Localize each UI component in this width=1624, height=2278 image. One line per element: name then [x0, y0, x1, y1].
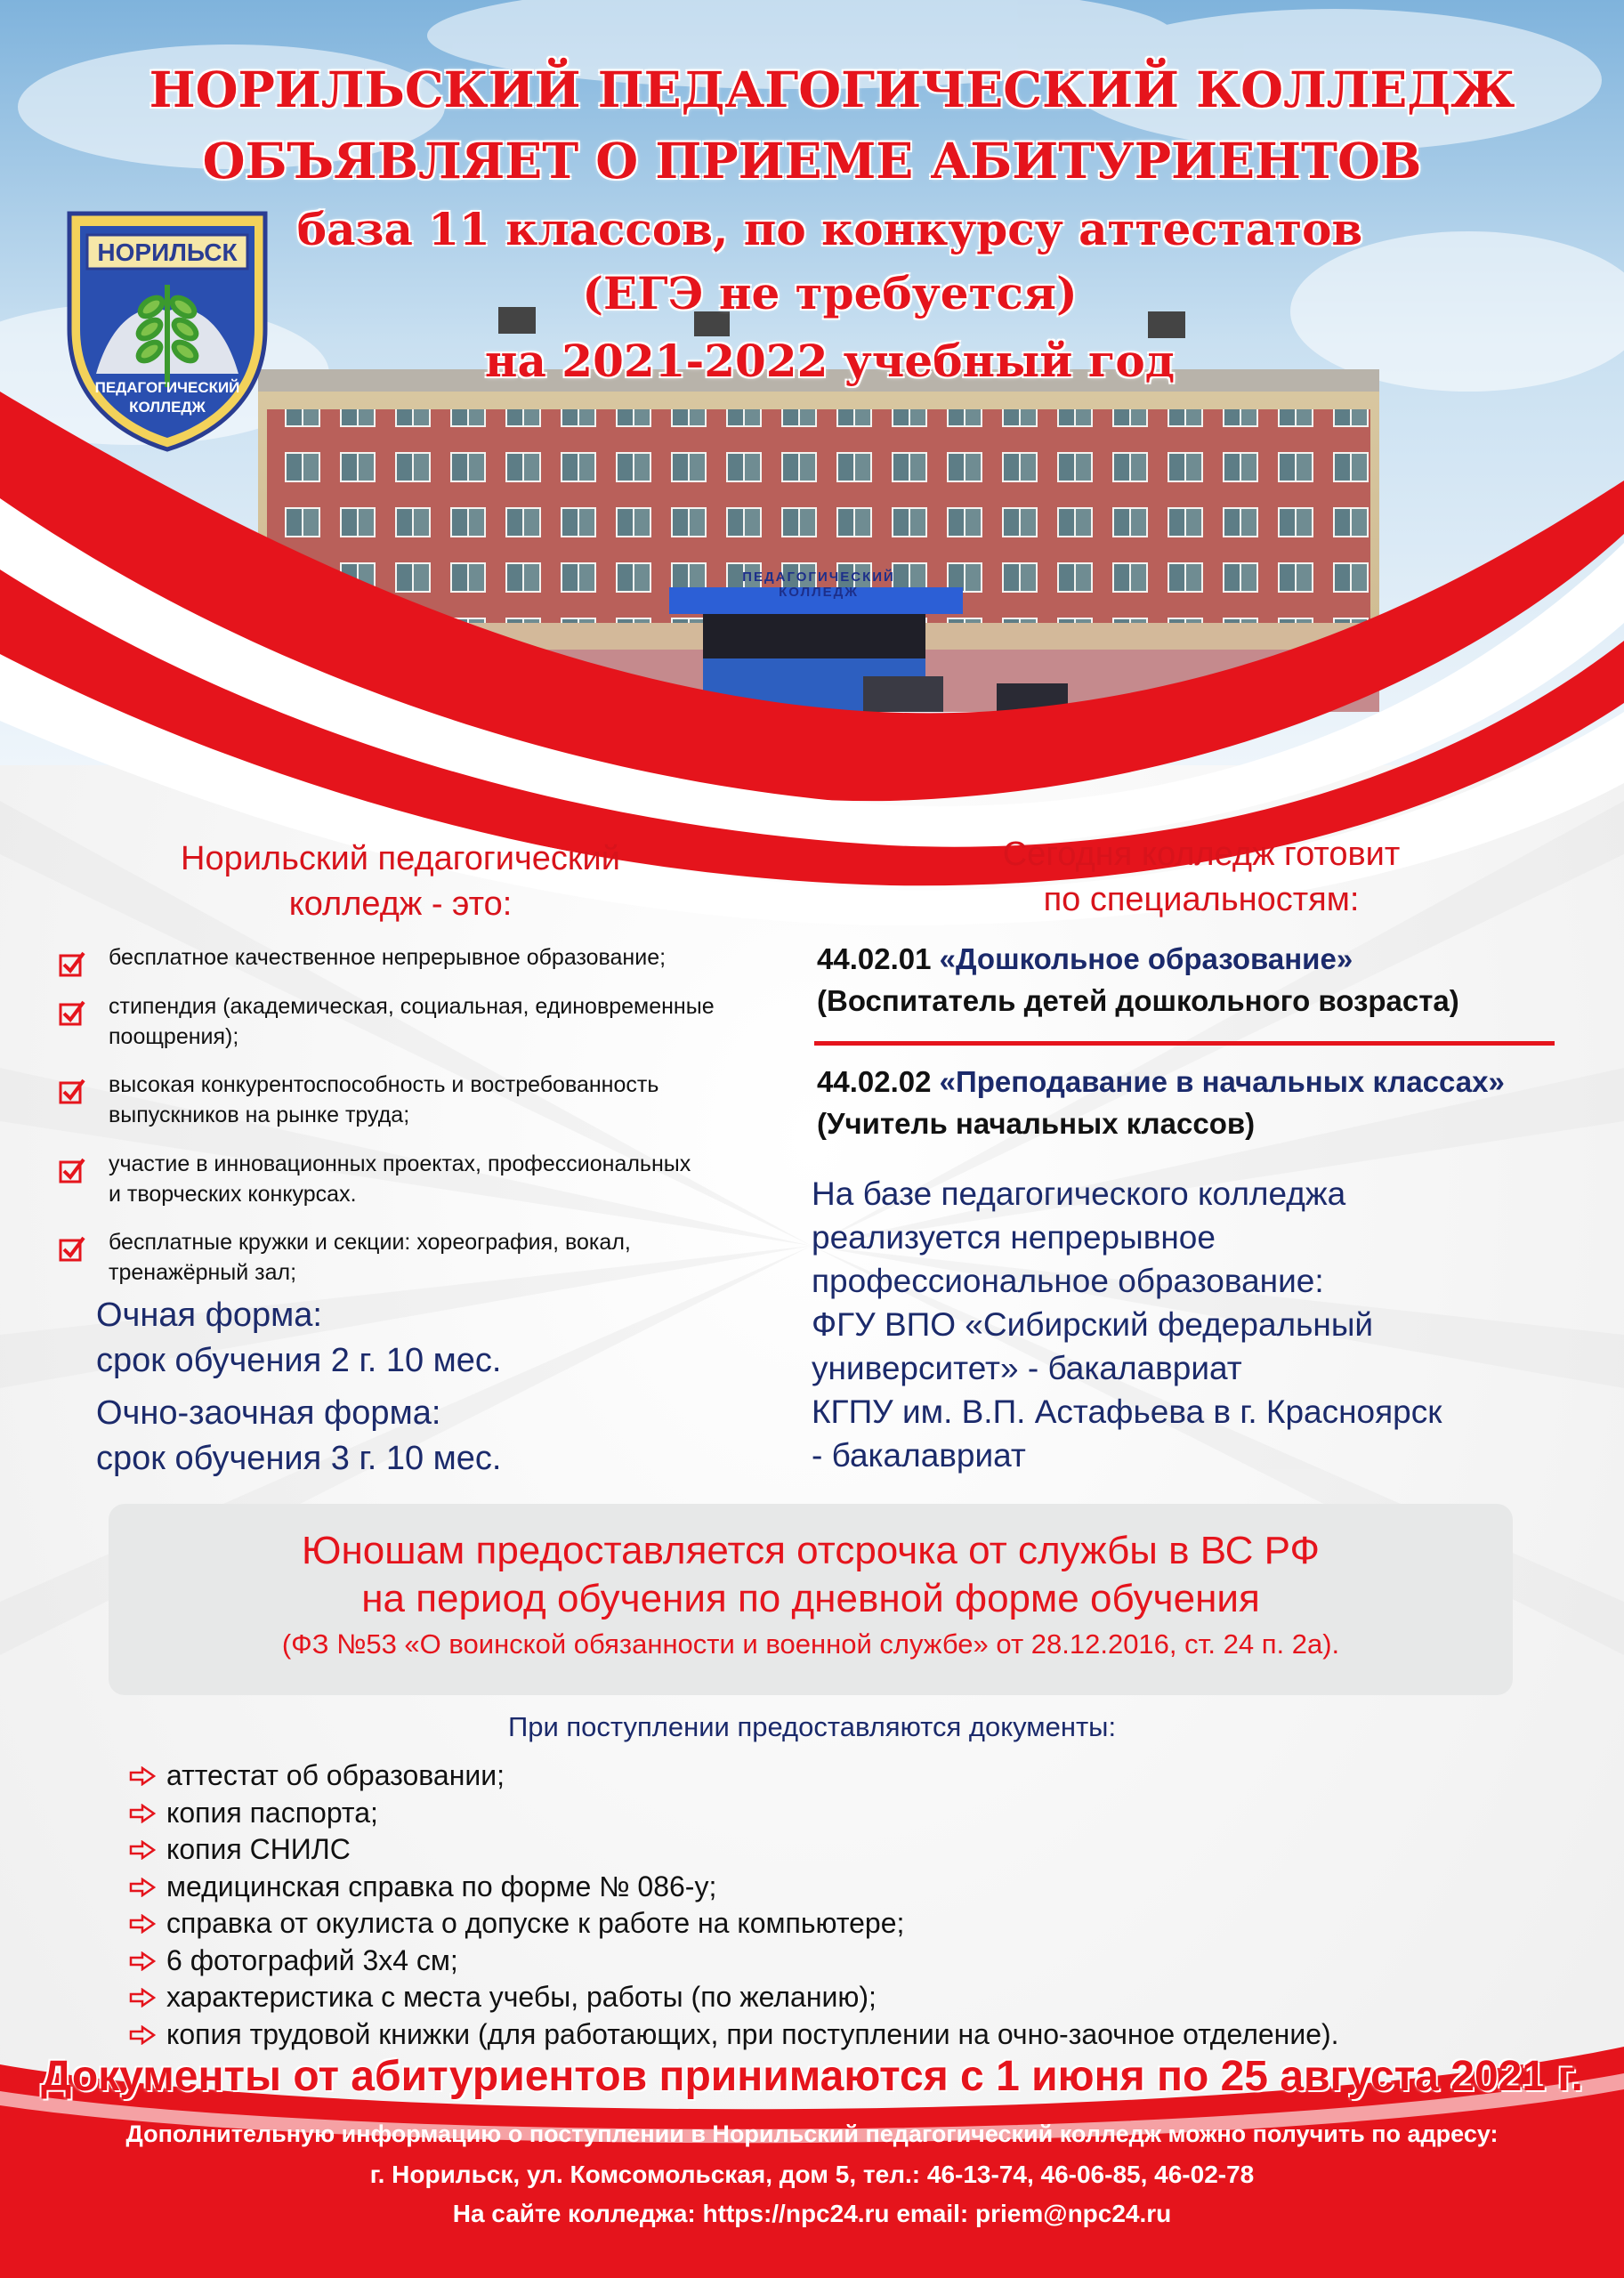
benefit-text-line1: стипендия (академическая, социальная, единовременные — [109, 993, 715, 1019]
continuing-line3: профессиональное образование: — [812, 1262, 1324, 1299]
specialty-qualification: (Воспитатель детей дошкольного возраста) — [817, 983, 1459, 1017]
document-text: медицинская справка по форме № 086-у; — [166, 1870, 717, 1902]
army-law-reference: (ФЗ №53 «О воинской обязанности и военной службе» от 28.12.2016, ст. 24 п. 2а). — [281, 1628, 1340, 1660]
specialties-title-line1: Сегодня колледж готовит — [1002, 836, 1401, 873]
title-line-2: ОБЪЯВЛЯЕТ О ПРИЕМЕ АБИТУРИЕНТОВ — [202, 132, 1422, 190]
specialty-name: «Преподавание в начальных классах» — [939, 1065, 1505, 1098]
army-deferral-box — [109, 1504, 1513, 1695]
continuing-line2: реализуется непрерывное — [812, 1218, 1216, 1256]
university-2 — [812, 1391, 1442, 1478]
benefit-text-line1: бесплатные кружки и секции: хореография, вокал, — [109, 1230, 631, 1256]
about-title-line1: Норильский педагогический — [181, 840, 620, 877]
army-deferral-line2: на период обучения по дневной форме обучения — [361, 1577, 1260, 1620]
document-item — [129, 1943, 1339, 1980]
subtitle-no-exam: (ЕГЭ не требуется) — [582, 267, 1078, 319]
arrow-right-icon — [129, 1804, 156, 1823]
full-time-form — [96, 1293, 501, 1385]
part-time-label: Очно-заочная форма: — [96, 1394, 441, 1432]
specialty-code: 44.02.01 — [817, 942, 932, 975]
benefit-item — [55, 1150, 785, 1210]
subtitle-base: база 11 классов, по конкурсу аттестатов — [296, 203, 1363, 255]
benefit-item — [55, 943, 785, 973]
specialties-title — [890, 832, 1513, 924]
emblem-bottom-line2: КОЛЛЕДЖ — [129, 399, 206, 416]
part-time-form — [96, 1391, 501, 1482]
benefit-text-line2: и творческих конкурсах. — [109, 1181, 357, 1207]
arrow-right-icon — [129, 1878, 156, 1897]
arrow-right-icon — [129, 1951, 156, 1971]
deadline-notice: Документы от абитуриентов принимаются с 1 июня по 25 августа 2021 г. — [41, 2053, 1583, 2100]
university-1 — [812, 1304, 1373, 1391]
emblem-bottom-line1: ПЕДАГОГИЧЕСКИЙ — [94, 379, 240, 396]
checkbox-checked-icon — [59, 950, 85, 977]
document-text: справка от окулиста о допуске к работе на компьютере; — [166, 1907, 905, 1939]
arrow-right-icon — [129, 1914, 156, 1934]
arrow-right-icon — [129, 2025, 156, 2045]
checkbox-checked-icon — [59, 1078, 85, 1104]
checkbox-checked-icon — [59, 1157, 85, 1183]
documents-list — [129, 1757, 1339, 2053]
specialty-2 — [817, 1062, 1505, 1145]
title-line-1: НОРИЛЬСКИЙ ПЕДАГОГИЧЕСКИЙ КОЛЛЕДЖ — [149, 61, 1515, 118]
benefit-text-line1: участие в инновационных проектах, профессиональных — [109, 1151, 691, 1176]
document-item — [129, 2016, 1339, 2054]
benefit-item — [55, 1228, 785, 1288]
document-text: копия СНИЛС — [166, 1833, 351, 1865]
university-2-line2: - бакалавриат — [812, 1436, 1026, 1474]
part-time-term: срок обучения 3 г. 10 мес. — [96, 1440, 502, 1478]
specialty-name: «Дошкольное образование» — [939, 942, 1353, 975]
document-item — [129, 1979, 1339, 2016]
continuing-education — [812, 1173, 1345, 1303]
specialties-title-line2: по специальностям: — [1043, 881, 1360, 919]
document-item — [129, 1831, 1339, 1869]
about-benefits-list — [55, 943, 785, 1307]
full-time-term: срок обучения 2 г. 10 мес. — [96, 1342, 502, 1380]
university-1-line1: ФГУ ВПО «Сибирский федеральный — [812, 1306, 1374, 1343]
document-item — [129, 1795, 1339, 1832]
university-1-line2: университет» - бакалавриат — [812, 1349, 1242, 1386]
specialty-divider — [814, 1041, 1555, 1046]
checkbox-checked-icon — [59, 999, 85, 1026]
footer-address-line: г. Норильск, ул. Комсомольская, дом 5, тел.: 46-13-74, 46-06-85, 46-02-78 — [369, 2161, 1255, 2188]
footer-info-line: Дополнительную информацию о поступлении в Норильский педагогический колледж можно получить по адресу: — [125, 2120, 1499, 2147]
document-item — [129, 1905, 1339, 1943]
about-title — [89, 836, 712, 928]
university-2-line1: КГПУ им. В.П. Астафьева в г. Красноярск — [812, 1393, 1442, 1430]
continuing-line1: На базе педагогического колледжа — [812, 1175, 1346, 1212]
footer-website-line: На сайте колледжа: https://npc24.ru email: priem@npc24.ru — [452, 2200, 1172, 2227]
specialty-1 — [817, 939, 1459, 1022]
army-deferral-line1: Юношам предоставляется отсрочка от службы в ВС РФ — [302, 1529, 1320, 1572]
full-time-label: Очная форма: — [96, 1297, 322, 1334]
checkbox-checked-icon — [59, 1235, 85, 1262]
about-title-line2: колледж - это: — [288, 885, 513, 924]
document-text: 6 фотографий 3х4 см; — [166, 1943, 458, 1976]
document-text: копия паспорта; — [166, 1796, 378, 1829]
document-text: аттестат об образовании; — [166, 1759, 505, 1791]
benefit-item — [55, 1070, 785, 1131]
benefit-text-line1: бесплатное качественное непрерывное образование; — [109, 945, 667, 970]
benefit-text-line2: выпускников на рынке труда; — [109, 1103, 410, 1127]
arrow-right-icon — [129, 1988, 156, 2007]
benefit-text-line1: высокая конкурентоспособность и востребованность — [109, 1072, 659, 1098]
building-sign: ПЕДАГОГИЧЕСКИЙ КОЛЛЕДЖ — [742, 570, 895, 600]
arrow-right-icon — [129, 1766, 156, 1786]
document-item — [129, 1869, 1339, 1906]
specialty-code: 44.02.02 — [817, 1065, 932, 1098]
benefit-text-line2: тренажёрный зал; — [109, 1260, 297, 1285]
benefit-item — [55, 992, 785, 1053]
document-text: характеристика с места учебы, работы (по желанию); — [166, 1981, 877, 2013]
subtitle-year: на 2021-2022 учебный год — [484, 335, 1176, 387]
document-text: копия трудовой книжки (для работающих, при поступлении на очно-заочное отделение). — [166, 2017, 1339, 2050]
specialty-qualification: (Учитель начальных классов) — [817, 1106, 1256, 1140]
document-item — [129, 1757, 1339, 1795]
benefit-text-line2: поощрения); — [109, 1023, 239, 1049]
emblem-top-text: НОРИЛЬСК — [97, 238, 238, 266]
documents-title: При поступлении предоставляются документы: — [507, 1711, 1117, 1742]
arrow-right-icon — [129, 1840, 156, 1860]
